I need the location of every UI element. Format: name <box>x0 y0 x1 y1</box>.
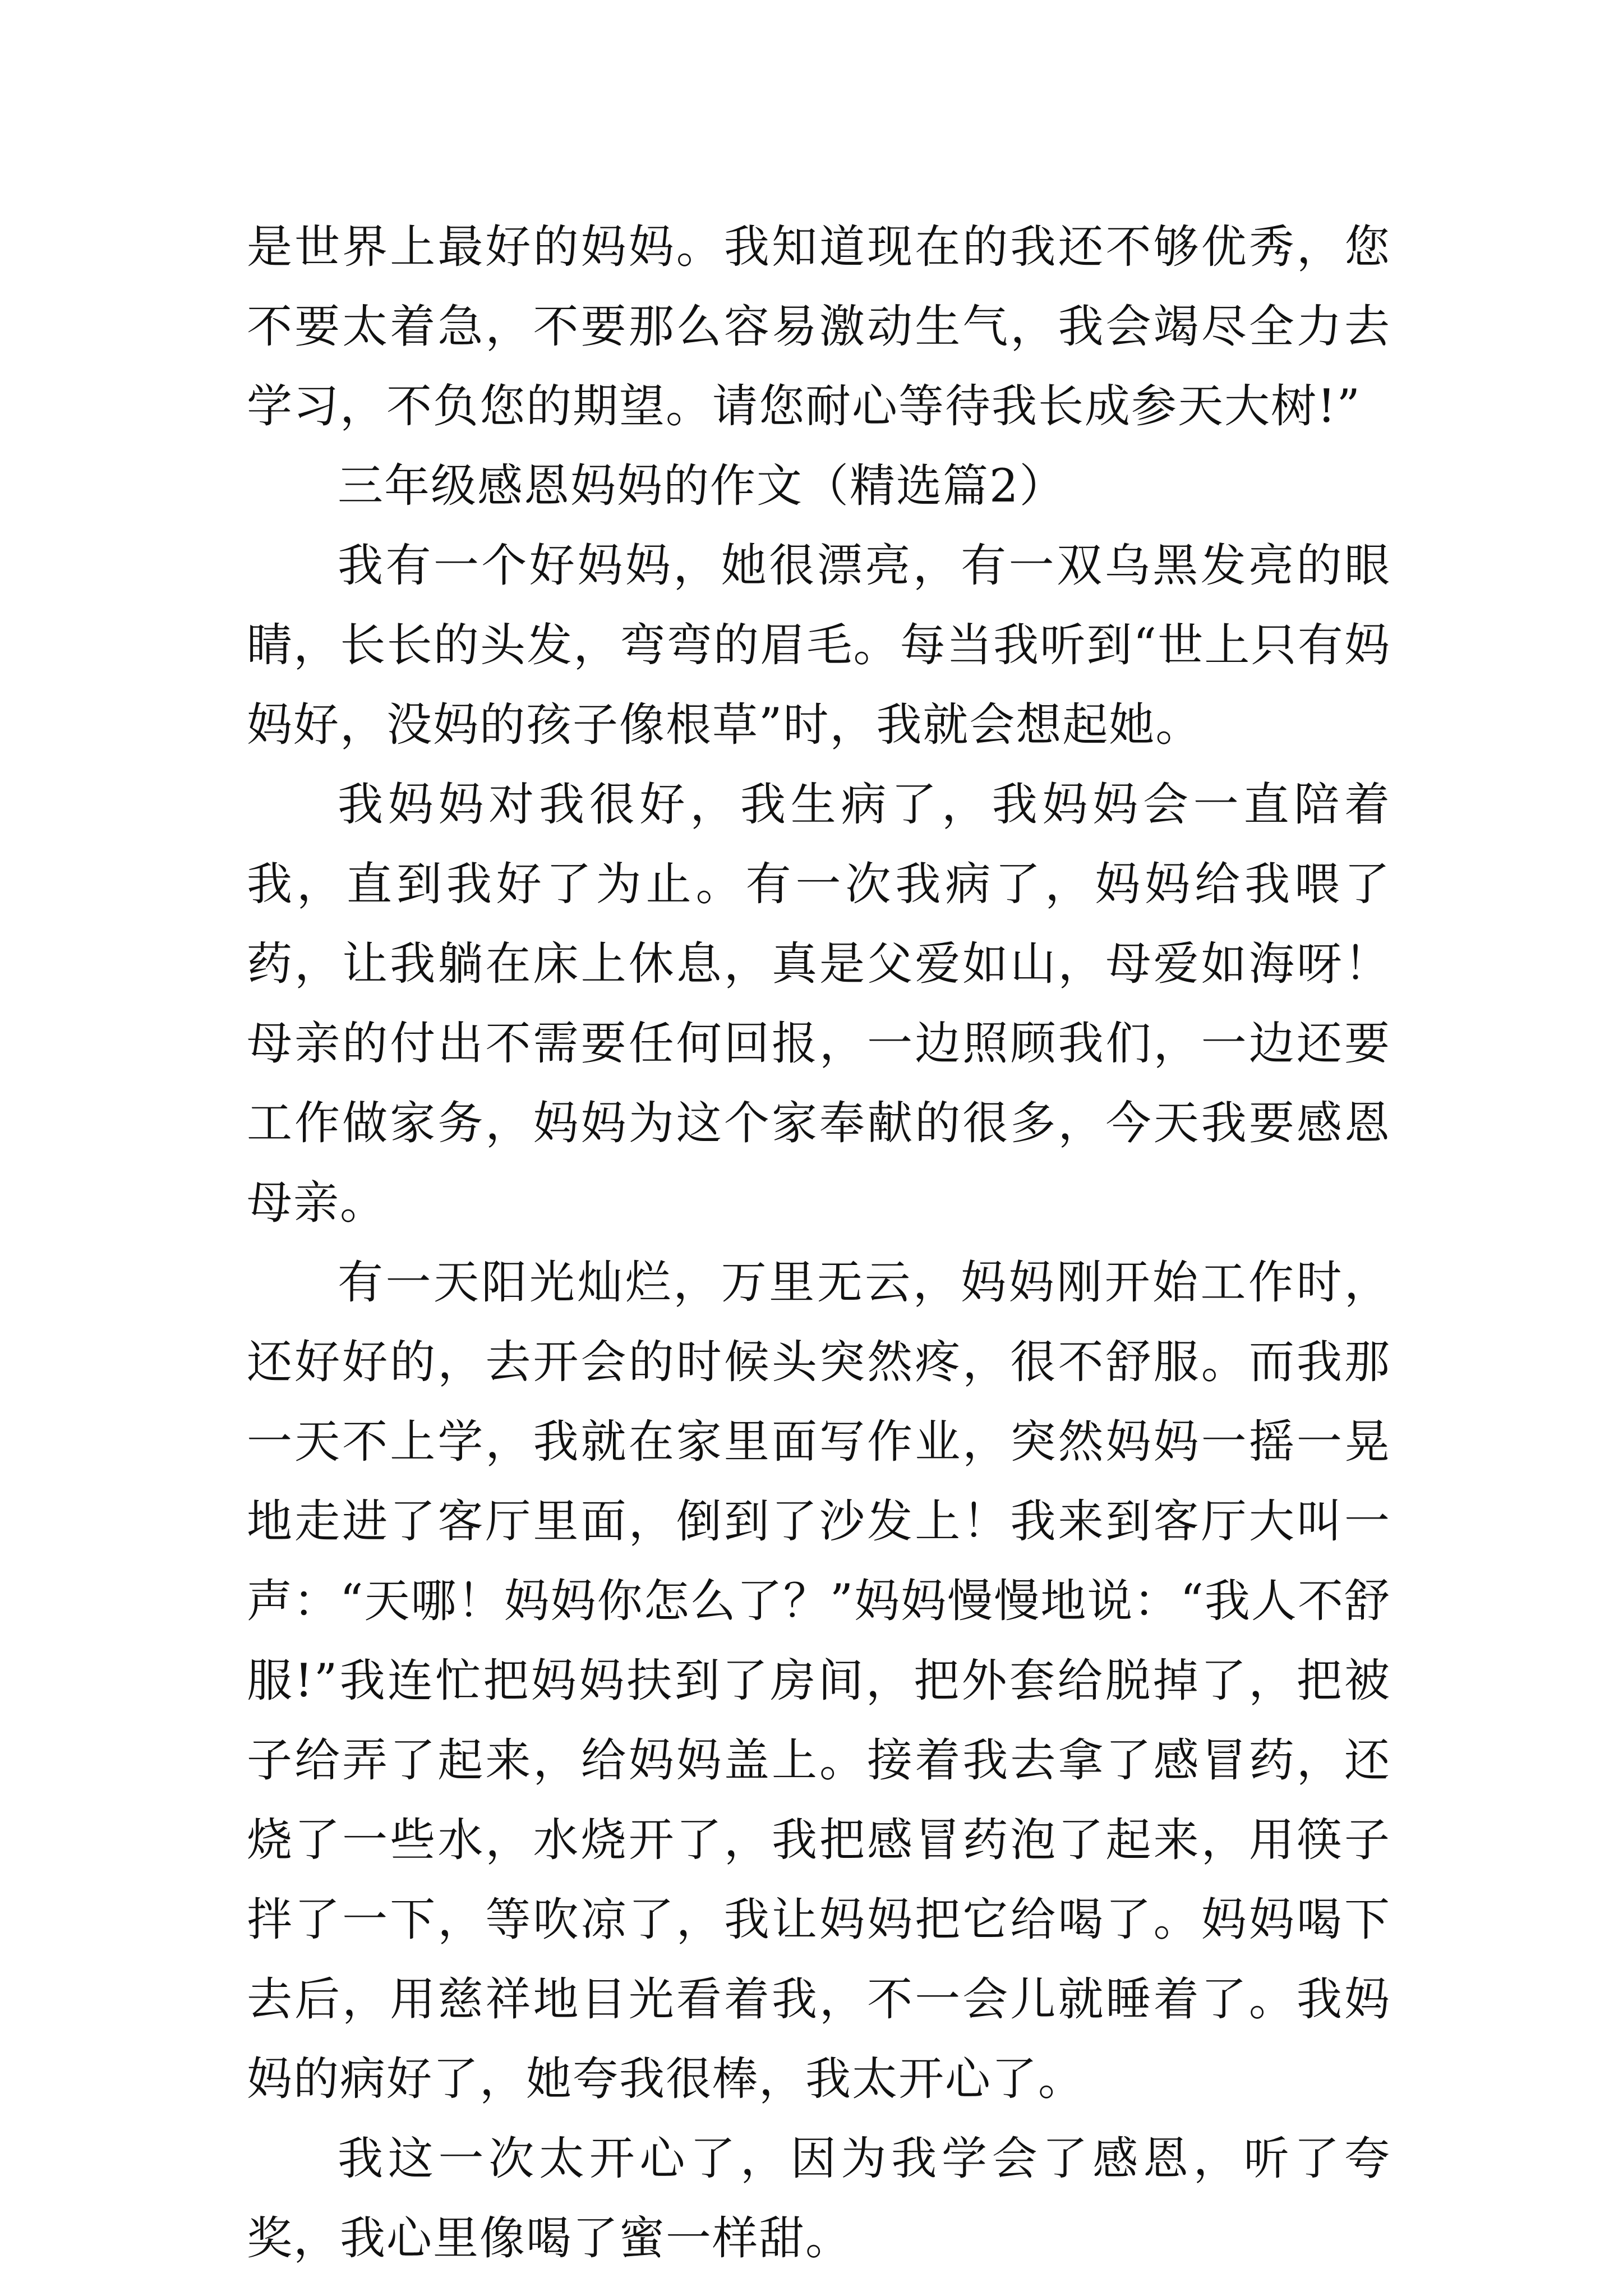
paragraph: 我这一次太开心了，因为我学会了感恩，听了夸奖，我心里像喝了蜜一样甜。 <box>247 2133 1391 2265</box>
essay-body <box>247 208 1391 2279</box>
paragraph: 我有一个好妈妈，她很漂亮，有一双乌黑发亮的眼睛，长长的头发，弯弯的眉毛。每当我听到“世上只有妈妈好，没妈的孩子像根草”时，我就会想起她。 <box>247 540 1391 752</box>
paragraph: 我妈妈对我很好，我生病了，我妈妈会一直陪着我，直到我好了为止。有一次我病了，妈妈给我喂了药，让我躺在床上休息，真是父爱如山，母爱如海呀！母亲的付出不需要任何回报，一边照顾我们，一边还要工作做家务，妈妈为这个家奉献的很多，今天我要感恩母亲。 <box>247 779 1391 1230</box>
section-heading: 三年级感恩妈妈的作文（精选篇2） <box>338 460 1066 513</box>
paragraph: 有一天阳光灿烂，万里无云，妈妈刚开始工作时，还好好的，去开会的时候头突然疼，很不舒服。而我那一天不上学，我就在家里面写作业，突然妈妈一摇一晃地走进了客厅里面，倒到了沙发上！我来到客厅大叫一声：“天哪！妈妈你怎么了？”妈妈慢慢地说：“我人不舒服!”我连忙把妈妈扶到了房间，把外套给脱掉了，把被子给弄了起来，给妈妈盖上。接着我去拿了感冒药，还烧了一些水，水烧开了，我把感冒药泡了起来，用筷子拌了一下，等吹凉了，我让妈妈把它给喝了。妈妈喝下去后，用慈祥地目光看着我，不一会儿就睡着了。我妈妈的病好了，她夸我很棒，我太开心了。 <box>247 1257 1391 2106</box>
paragraph-continuation: 是世界上最好的妈妈。我知道现在的我还不够优秀，您不要太着急，不要那么容易激动生气，我会竭尽全力去学习，不负您的期望。请您耐心等待我长成参天大树!” <box>247 221 1391 433</box>
